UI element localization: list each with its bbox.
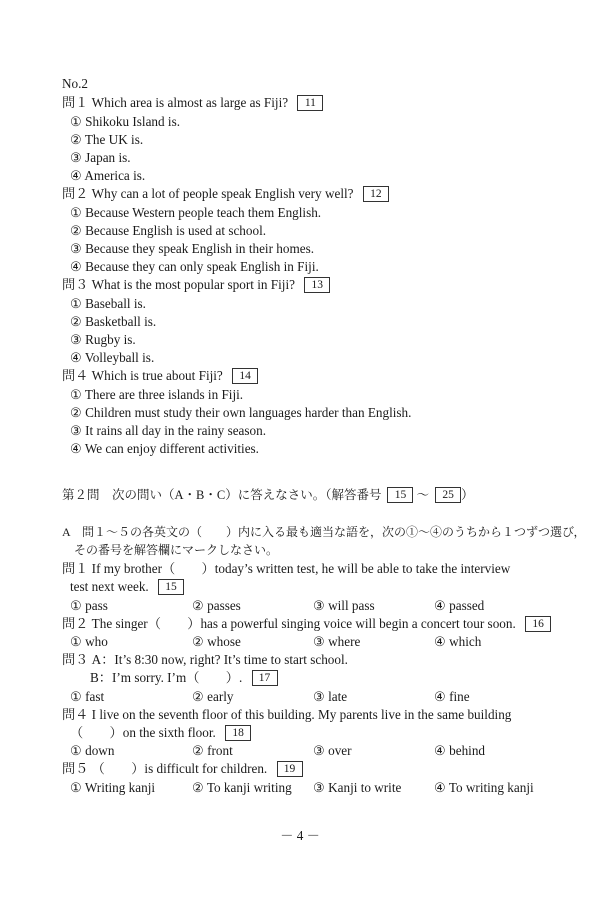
question-text: Which is true about Fiji? [91, 368, 223, 383]
question-label: 問５ [62, 761, 89, 776]
s2-question-1 [62, 561, 510, 577]
option: ④ fine [434, 689, 470, 704]
option: ② front [192, 743, 233, 758]
option: ② The UK is. [70, 132, 144, 147]
option: ④ Because they can only speak English in Fiji. [70, 259, 319, 274]
answer-box: 17 [252, 670, 278, 686]
section-2-heading [62, 487, 474, 503]
s2-question-4 [62, 707, 511, 723]
question-label: 問１ [62, 95, 89, 110]
question-text: A：It’s 8:30 now, right? It’s time to start school. [91, 652, 348, 667]
question-label: 問４ [62, 368, 89, 383]
range-end-box: 25 [435, 487, 461, 503]
option: ② early [192, 689, 234, 704]
answer-box: 14 [232, 368, 258, 384]
option: ① who [70, 634, 108, 649]
answer-box: 18 [225, 725, 251, 741]
answer-box: 12 [363, 186, 389, 202]
option: ③ late [313, 689, 348, 704]
option: ③ over [313, 743, 352, 758]
question-text: If my brother（ ）today’s written test, he will be able to take the interview [91, 561, 511, 576]
option: ④ We can enjoy different activities. [70, 441, 259, 456]
heading-text: 第２問 次の問い（A・B・C）に答えなさい。（解答番号 [62, 488, 382, 502]
option: ① Shikoku Island is. [70, 114, 181, 129]
option: ④ passed [434, 598, 485, 613]
s2-question-3-cont [90, 670, 278, 686]
question-text: Which area is almost as large as Fiji? [91, 95, 289, 110]
answer-box: 15 [158, 579, 184, 595]
s2-question-4-cont [70, 725, 251, 741]
answer-box: 19 [277, 761, 303, 777]
option: ④ America is. [70, 168, 146, 183]
instruction-line-1: A 問１～５の各英文の（ ）内に入る最も適当な語を，次の①～④のうちから１つずつ選び， [62, 525, 586, 539]
question-text: Why can a lot of people speak English very well? [91, 186, 354, 201]
answer-box: 11 [297, 95, 323, 111]
option: ③ Because they speak English in their homes. [70, 241, 315, 256]
page-number: － 4 － [280, 828, 320, 843]
option: ② passes [192, 598, 241, 613]
option: ② Basketball is. [70, 314, 157, 329]
option: ③ Japan is. [70, 150, 131, 165]
answer-box: 16 [525, 616, 551, 632]
question-label: 問２ [62, 616, 89, 631]
question-label: 問３ [62, 277, 89, 292]
option: ④ Volleyball is. [70, 350, 155, 365]
question-label: 問２ [62, 186, 89, 201]
s2-question-1-cont [70, 579, 184, 595]
instruction-line-2: その番号を解答欄にマークしなさい。 [74, 543, 279, 557]
option: ② Because English is used at school. [70, 223, 267, 238]
heading-close: ） [461, 488, 474, 502]
option: ① There are three islands in Fiji. [70, 387, 244, 402]
option: ③ where [313, 634, 361, 649]
option: ① fast [70, 689, 105, 704]
option: ③ will pass [313, 598, 375, 613]
answer-box: 13 [304, 277, 330, 293]
range-start-box: 15 [387, 487, 413, 503]
option: ① Writing kanji [70, 780, 156, 795]
question-3 [62, 277, 330, 293]
question-text: test next week. [70, 579, 149, 594]
question-text: What is the most popular sport in Fiji? [91, 277, 295, 292]
s2-question-2 [62, 616, 551, 632]
question-text: I live on the seventh floor of this building. My parents live in the same building [91, 707, 512, 722]
option: ④ To writing kanji [434, 780, 534, 795]
option: ③ Rugby is. [70, 332, 136, 347]
option: ② To kanji writing [192, 780, 292, 795]
question-label: 問４ [62, 707, 89, 722]
option: ② Children must study their own languages harder than English. [70, 405, 412, 420]
question-4 [62, 368, 258, 384]
option: ① down [70, 743, 115, 758]
option: ④ which [434, 634, 482, 649]
s2-question-5 [62, 761, 303, 777]
s2-question-3 [62, 652, 348, 668]
question-label: 問３ [62, 652, 89, 667]
option: ① Baseball is. [70, 296, 146, 311]
question-label: 問１ [62, 561, 89, 576]
question-2 [62, 186, 389, 202]
option: ② whose [192, 634, 241, 649]
option: ③ Kanji to write [313, 780, 402, 795]
question-text: （ ）on the sixth floor. [70, 725, 216, 740]
option: ① Because Western people teach them English. [70, 205, 322, 220]
question-1 [62, 95, 323, 111]
range-separator: ～ [416, 488, 430, 502]
section-title: No.2 [62, 76, 89, 91]
option: ④ behind [434, 743, 486, 758]
question-text: The singer（ ）has a powerful singing voice will begin a concert tour soon. [91, 616, 516, 631]
option: ③ It rains all day in the rainy season. [70, 423, 267, 438]
option: ① pass [70, 598, 108, 613]
question-text: （ ）is difficult for children. [91, 761, 268, 776]
question-text: B：I’m sorry. I’m（ ）. [90, 670, 243, 685]
